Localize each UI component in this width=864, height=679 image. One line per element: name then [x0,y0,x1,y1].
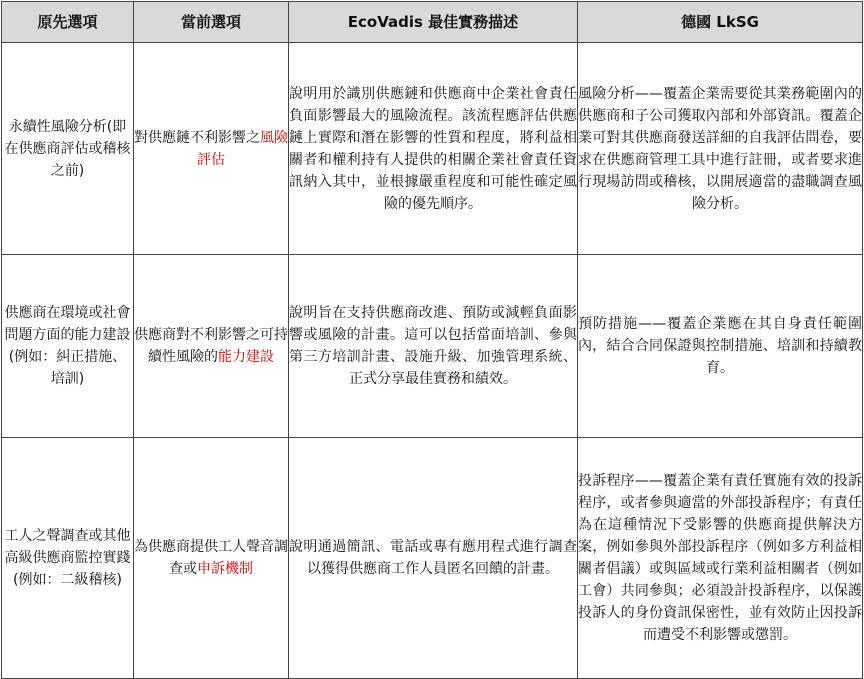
table-row [2,255,863,438]
current-option-text: 對供應鏈不利影響之 [134,129,260,146]
current-option-text: 為供應商提供工人聲音調查或 [134,539,288,577]
table-row [2,43,863,255]
original-option-cell: 供應商在環境或社會問題方面的能力建設 (例如：糾正措施、培訓) [2,255,134,438]
header-current-option: 當前選項 [134,2,289,43]
lksg-text: 投訴程序——覆蓋企業有責任實施有效的投訴程序，或者參與適當的外部投訴程序；有責任為在這種情況下受影響的供應商提供解決方案，例如參與外部投訴程序（例如多方利益相關者倡議）或與區域或行業利益相關者（例如工會）共同參與；必須設計投訴程序，以保護投訴人的身份資訊保密性，並有效防止因投訴而遭受不利影響或懲罰。 [578,473,862,643]
current-option-highlight: 風險評估 [197,129,288,168]
lksg-text: 預防措施——覆蓋企業應在其自身責任範圍內，結合合同保證與控制措施、培訓和持續教育。 [578,316,862,376]
header-ecovadis-practice: EcoVadis 最佳實務描述 [289,2,578,43]
ecovadis-cell [289,438,578,679]
ecovadis-text: 說明用於識別供應鏈和供應商中企業社會責任負面影響最大的風險流程。該流程應評估供應鏈上實際和潛在影響的性質和程度，將利益相關者和權利持有人提供的相關企業社會責任資訊納入其中，並根據嚴重程度和可能性確定風險的優先順序。 [289,85,577,212]
comparison-table [1,1,863,679]
header-german-lksg: 德國 LkSG [578,2,863,43]
ecovadis-text: 說明通過簡訊、電話或專有應用程式進行調查以獲得供應商工作人員匿名回饋的計畫。 [289,539,577,577]
header-original-option: 原先選項 [2,2,134,43]
table-row [2,438,863,679]
lksg-cell [578,43,863,255]
current-option-cell [134,43,289,255]
current-option-highlight: 申訴機制 [197,561,253,577]
original-option-cell: 永續性風險分析(即在供應商評估或稽核之前) [2,43,134,255]
ecovadis-cell [289,43,578,255]
current-option-text: 供應商對不利影響之可持續性風險的 [134,327,288,365]
current-option-cell [134,438,289,679]
lksg-cell [578,438,863,679]
lksg-text: 風險分析——覆蓋企業需要從其業務範圍內的供應商和子公司獲取內部和外部資訊。覆蓋企業可對其供應商發送詳細的自我評估問卷，要求在供應商管理工具中進行註冊，或者要求進行現場訪問或稽核，以開展適當的盡職調查風險分析。 [578,85,862,212]
current-option-cell [134,255,289,438]
ecovadis-text: 說明旨在支持供應商改進、預防或減輕負面影響或風險的計畫。這可以包括當面培訓、參與第三方培訓計畫、設施升級、加強管理系統、正式分享最佳實務和績效。 [289,305,577,387]
current-option-highlight: 能力建設 [218,349,274,365]
ecovadis-cell [289,255,578,438]
lksg-cell [578,255,863,438]
original-option-cell: 工人之聲調查或其他高級供應商監控實踐 (例如：二級稽核) [2,438,134,679]
header-row [2,2,863,43]
